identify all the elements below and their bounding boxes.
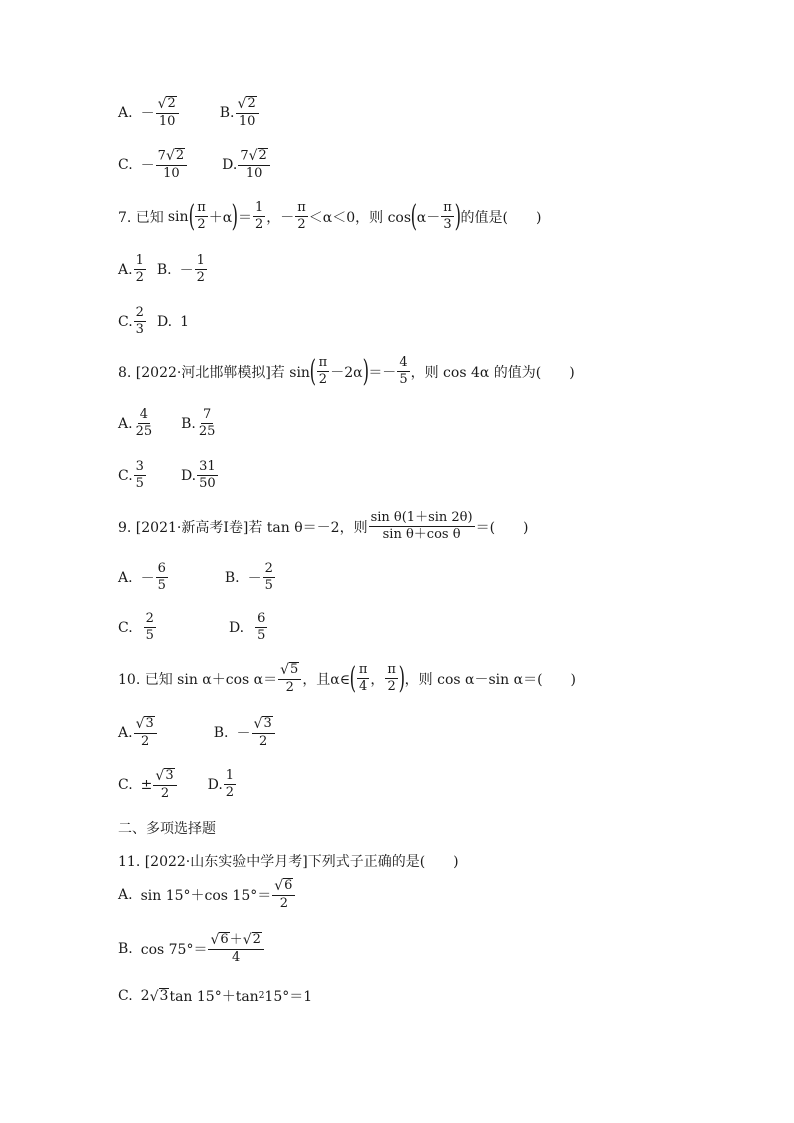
fraction: $\frac{\pi}{2}$ xyxy=(297,200,306,233)
fraction: $\frac{\pi}{2}$ xyxy=(197,200,206,233)
fraction: √ 3 2 xyxy=(153,768,176,801)
question-text: 8. [2022·河北邯郸模拟]若 sin xyxy=(118,364,310,381)
fraction: 7 √ 2 10 xyxy=(238,148,269,181)
sqrt-icon: √ xyxy=(149,988,159,1005)
option-label: D. xyxy=(228,619,245,636)
q7-option-d[interactable]: D. 1 xyxy=(156,313,190,330)
fraction: $\frac{3}{5}$ xyxy=(135,459,144,492)
minus-sign: － xyxy=(140,570,155,587)
fraction: √ 6 ＋ √ 2 4 xyxy=(208,932,263,965)
q9-option-a[interactable] xyxy=(118,562,169,594)
option-label: C. xyxy=(118,776,133,793)
option-label: A. xyxy=(118,415,133,432)
fraction: $\frac{7}{25}$ xyxy=(198,407,216,440)
q9-option-c[interactable] xyxy=(118,612,157,644)
q11-option-b[interactable]: B. cos 75°＝ √ 6 ＋ √ 2 4 xyxy=(118,932,265,965)
fraction: √ 2 10 xyxy=(156,96,179,129)
option-label: C. xyxy=(118,156,133,173)
fraction: $\frac{\pi}{2}$ xyxy=(318,355,328,388)
question-text: 9. [2021·新高考Ⅰ卷]若 tan θ＝－2，则 xyxy=(118,519,368,536)
fraction: 7 √ 2 10 xyxy=(156,148,187,181)
q6-option-a[interactable] xyxy=(118,96,180,129)
sqrt-icon: √ xyxy=(135,715,145,732)
sqrt-icon: √ xyxy=(248,147,258,164)
q9-option-d[interactable] xyxy=(229,612,268,644)
minus-sign: － xyxy=(179,262,194,279)
left-paren: ( xyxy=(309,353,317,389)
sqrt-icon: √ xyxy=(165,147,175,164)
option-label: C. xyxy=(118,619,133,636)
fraction: $\frac{1}{2}$ xyxy=(135,253,144,286)
q7-option-c[interactable] xyxy=(118,306,147,338)
plus-minus-sign: ± xyxy=(140,776,153,793)
q8-options-row-1 xyxy=(118,408,218,440)
fraction: $\frac{1}{2}$ xyxy=(225,767,235,801)
left-paren: ( xyxy=(188,198,195,234)
option-label: B. xyxy=(156,261,172,278)
question-text: 11. [2022·山东实验中学月考]下列式子正确的是( ) xyxy=(118,854,459,870)
minus-sign: － xyxy=(236,725,251,742)
q8-option-c[interactable] xyxy=(118,460,147,492)
q6-options-row-2 xyxy=(118,148,271,181)
q10-options-row-1 xyxy=(118,716,276,749)
option-label: A. xyxy=(118,886,133,903)
q10-options-row-2 xyxy=(118,768,237,801)
q8-option-b[interactable] xyxy=(181,408,218,440)
fraction: $\frac{\text{sin θ(1＋sin 2θ)}}{\text{sin θ＋cos θ}}$ xyxy=(370,510,473,543)
minus-sign: － xyxy=(140,157,155,174)
q9-stem: 9. [2021·新高考Ⅰ卷]若 tan θ＝－2，则 $\frac{\text{sin θ(1＋sin 2θ)}}{\text{sin θ＋cos θ}}$ ＝( ) xyxy=(118,510,529,543)
sqrt-icon: √ xyxy=(155,767,165,784)
option-label: D. xyxy=(156,313,173,330)
fraction: $\frac{\pi}{4}$ xyxy=(358,661,368,695)
option-label: C. xyxy=(118,467,133,484)
option-label: D. xyxy=(222,156,238,173)
option-label: A. xyxy=(118,261,133,278)
option-label: B. xyxy=(213,724,229,741)
question-text: 10. 已知 sin α＋cos α＝ xyxy=(118,671,278,688)
right-paren: ) xyxy=(231,198,239,234)
q6-option-d[interactable] xyxy=(222,148,271,181)
q8-stem: 8. [2022·河北邯郸模拟]若 sin ( $\frac{\pi}{2}$ －2α ) ＝－ $\frac{4}{5}$ ，则 cos 4α 的值为( ) xyxy=(118,353,575,389)
fraction: $\frac{31}{50}$ xyxy=(199,459,216,492)
q9-options-row-1 xyxy=(118,562,276,594)
option-label: B. xyxy=(118,940,133,957)
q9-option-b[interactable] xyxy=(225,562,276,594)
q8-options-row-2 xyxy=(118,460,219,492)
fraction: √ 3 2 xyxy=(134,716,157,749)
fraction: $\frac{1}{2}$ xyxy=(196,253,205,286)
right-paren: ) xyxy=(362,353,369,389)
q6-option-c[interactable] xyxy=(118,148,188,181)
section-heading: 二、多项选择题 xyxy=(118,821,216,837)
fraction: $\frac{4}{5}$ xyxy=(399,355,408,388)
minus-sign: － xyxy=(140,105,155,122)
sqrt-icon: √ xyxy=(253,715,263,732)
option-label: A. xyxy=(118,569,133,586)
right-paren: ) xyxy=(454,198,461,234)
q10-option-c[interactable] xyxy=(118,768,178,801)
sqrt-icon: √ xyxy=(157,95,167,112)
q11-option-c[interactable]: C. 2 √ 3 tan 15°＋tan 2 15°＝1 xyxy=(118,988,313,1005)
question-text: 7. 已知 xyxy=(118,209,164,226)
fraction: √ 6 2 xyxy=(272,878,295,911)
left-paren: ( xyxy=(410,198,418,234)
fraction: $\frac{2}{5}$ xyxy=(145,611,154,644)
left-paren: ( xyxy=(349,660,357,696)
option-label: A. xyxy=(118,724,133,741)
option-label: C. xyxy=(118,988,133,1004)
q10-stem: 10. 已知 sin α＋cos α＝ √ 5 2 ，且α∈ ( $\frac{\pi}{4}$ ， $\frac{\pi}{2}$ ) ，则 cos α－sin α＝( ) xyxy=(118,660,576,696)
fraction: $\frac{\pi}{2}$ xyxy=(387,661,396,695)
fraction: $\frac{6}{5}$ xyxy=(257,611,266,644)
q8-option-a[interactable] xyxy=(118,408,155,440)
option-label: C. xyxy=(118,313,133,330)
minus-sign: － xyxy=(247,570,262,587)
option-label: B. xyxy=(224,569,240,586)
q7-options-row-1 xyxy=(118,254,208,286)
fraction: $\frac{\pi}{3}$ xyxy=(443,200,452,233)
q7-stem: 7. 已知 sin ( $\frac{\pi}{2}$ ＋α ) ＝ $\frac{1}{2}$ ，－ $\frac{\pi}{2}$ ＜α＜0，则 cos ( α－ $\frac{\pi}{3}$ ) 的值是( ) xyxy=(118,198,542,234)
q6-option-b[interactable] xyxy=(220,96,260,129)
q7-option-b[interactable] xyxy=(157,254,208,286)
sqrt-icon: √ xyxy=(274,877,284,894)
option-label: B. xyxy=(181,415,196,432)
q8-option-d[interactable] xyxy=(181,460,219,492)
fraction: √ 2 10 xyxy=(236,96,259,129)
fraction: $\frac{1}{2}$ xyxy=(254,200,264,233)
q7-option-a[interactable] xyxy=(118,254,147,286)
sqrt-icon: √ xyxy=(280,661,290,678)
q9-options-row-2 xyxy=(118,612,268,644)
q7-options-row-2 xyxy=(118,306,189,338)
sqrt-icon: √ xyxy=(237,95,247,112)
q11-option-a[interactable]: A. sin 15°＋cos 15°＝ √ 6 2 xyxy=(118,878,296,911)
q10-option-a[interactable] xyxy=(118,716,158,749)
fraction: $\frac{4}{25}$ xyxy=(135,407,153,440)
q6-options-row-1 xyxy=(118,96,260,129)
fraction: $\frac{2}{3}$ xyxy=(135,305,144,338)
q11-stem xyxy=(118,851,459,871)
option-label: A. xyxy=(118,104,133,121)
fraction: √ 5 2 xyxy=(278,662,301,695)
sqrt-icon: √ xyxy=(210,931,220,948)
option-label: B. xyxy=(219,104,235,121)
fraction: $\frac{6}{5}$ xyxy=(157,561,166,594)
option-label: D. xyxy=(207,776,223,793)
fraction: $\frac{2}{5}$ xyxy=(264,561,273,594)
q10-option-d[interactable] xyxy=(208,769,237,801)
right-paren: ) xyxy=(398,660,406,696)
sqrt-icon: √ xyxy=(242,931,252,948)
q10-option-b[interactable] xyxy=(214,716,276,749)
fraction: √ 3 2 xyxy=(252,716,275,749)
option-label: D. xyxy=(180,467,197,484)
